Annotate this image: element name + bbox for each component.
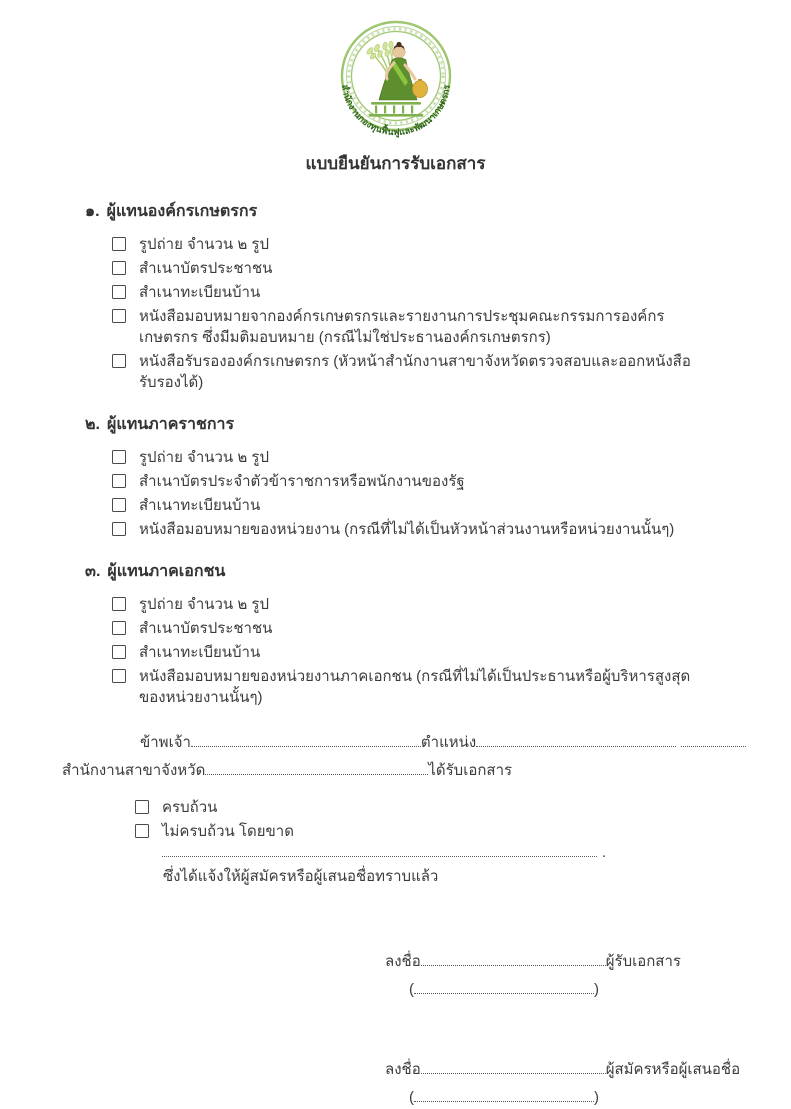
completeness-options: [135, 797, 791, 863]
incomplete-label-text: ไม่ครบถ้วน โดยขาด: [162, 823, 294, 840]
paren-close: ): [594, 1089, 599, 1106]
checklist-item: [112, 519, 791, 540]
signer-name-field[interactable]: [414, 980, 594, 994]
checklist-item-label: รูปถ่าย จำนวน ๒ รูป: [139, 236, 269, 253]
checkbox-org-certificate[interactable]: [112, 354, 126, 368]
checklist-item: [112, 495, 791, 516]
section-private: [85, 559, 791, 708]
receipt-statement: [0, 732, 791, 782]
checklist-item-label: หนังสือรับรององค์กรเกษตรกร (หัวหน้าสำนักงานสาขาจังหวัดตรวจสอบและออกหนังสือรับรองได้): [139, 353, 691, 391]
section-2-title: ผู้แทนภาคราชการ: [107, 416, 235, 433]
checklist-item: [112, 666, 791, 708]
section-farmer-org: [85, 199, 791, 393]
checklist-sections: [85, 199, 791, 708]
paren-open: (: [409, 981, 414, 998]
checklist-item: [112, 618, 791, 639]
checklist-item-label: หนังสือมอบหมายของหน่วยงานภาคเอกชน (กรณีที่ไม่ได้เป็นประธานหรือผู้บริหารสูงสุดของหน่วยงานนั้นๆ): [139, 668, 691, 706]
checkbox-photo[interactable]: [112, 450, 126, 464]
notified-note: ซึ่งได้แจ้งให้ผู้สมัครหรือผู้เสนอชื่อทราบแล้ว: [163, 868, 439, 885]
org-name-curved-text: สำนักงานกองทุนฟื้นฟูและพัฒนาเกษตรกร: [339, 83, 452, 138]
checklist-item: [112, 282, 791, 303]
checklist-item: [112, 447, 791, 468]
sign-label: ลงชื่อ: [385, 1061, 421, 1078]
declarant-line: [140, 732, 791, 754]
signature-field[interactable]: [421, 1060, 606, 1074]
checkbox-photo[interactable]: [112, 597, 126, 611]
incomplete-tail-dot: .: [602, 844, 607, 861]
missing-items-field[interactable]: [162, 843, 597, 857]
section-3-number: ๓.: [85, 563, 101, 580]
org-logo-emblem: [335, 18, 457, 142]
section-2-header: [85, 412, 791, 437]
checkbox-id-card-copy[interactable]: [112, 261, 126, 275]
checkbox-private-assignment-letter[interactable]: [112, 669, 126, 683]
checklist-item: [112, 351, 791, 393]
checklist-item: [112, 642, 791, 663]
section-1-title: ผู้แทนองค์กรเกษตรกร: [106, 203, 258, 220]
checklist-item: [112, 258, 791, 279]
checkbox-agency-assignment-letter[interactable]: [112, 522, 126, 536]
paren-open: (: [409, 1089, 414, 1106]
section-2-number: ๒.: [85, 416, 100, 433]
checkbox-assignment-letter[interactable]: [112, 309, 126, 323]
declarant-label: ข้าพเจ้า: [140, 734, 191, 751]
signature-line: [385, 1059, 791, 1081]
signature-block-receiver: [385, 951, 791, 1001]
section-3-title: ผู้แทนภาคเอกชน: [107, 563, 226, 580]
paren-close: ): [594, 981, 599, 998]
checklist-item-label: สำเนาบัตรประชาชน: [139, 260, 273, 277]
incomplete-option: [135, 821, 791, 863]
sign-label: ลงชื่อ: [385, 953, 421, 970]
received-documents-label: ได้รับเอกสาร: [428, 762, 513, 779]
checklist-item-label: สำเนาบัตรประจำตัวข้าราชการหรือพนักงานของรัฐ: [139, 473, 465, 490]
declarant-name-field[interactable]: [191, 733, 421, 747]
org-logo: [0, 0, 791, 146]
checklist-item-label: สำเนาบัตรประชาชน: [139, 620, 273, 637]
position-label: ตำแหน่ง: [420, 734, 477, 751]
checklist-item-label: สำเนาทะเบียนบ้าน: [139, 644, 261, 661]
signature-line: [385, 951, 791, 973]
checklist-item-label: หนังสือมอบหมายจากองค์กรเกษตรกรและรายงานการประชุมคณะกรรมการองค์กรเกษตรกร ซึ่งมีมติมอบหมาย (กรณีไม่ใช่ประธานองค์กรเกษตรกร): [139, 308, 665, 346]
checklist-item-label: รูปถ่าย จำนวน ๒ รูป: [139, 449, 269, 466]
position-field-extra[interactable]: [681, 733, 746, 747]
signer-name-field[interactable]: [414, 1088, 594, 1102]
bench-icon: [369, 102, 423, 117]
section-1-header: [85, 199, 791, 224]
checklist-item: [112, 234, 791, 255]
complete-option: [135, 797, 791, 818]
position-field[interactable]: [476, 733, 676, 747]
signature-field[interactable]: [421, 952, 606, 966]
section-1-number: ๑.: [85, 203, 100, 220]
signer-name-line: [409, 1087, 791, 1109]
checkbox-incomplete[interactable]: [135, 824, 149, 838]
complete-label: ครบถ้วน: [162, 799, 218, 816]
signer-role: ผู้รับเอกสาร: [605, 953, 681, 970]
checklist-item-label: สำเนาทะเบียนบ้าน: [139, 284, 261, 301]
checkbox-house-registration-copy[interactable]: [112, 285, 126, 299]
checkbox-complete[interactable]: [135, 800, 149, 814]
branch-office-label: สำนักงานสาขาจังหวัด: [62, 762, 206, 779]
checklist-item: [112, 471, 791, 492]
section-government: [85, 412, 791, 540]
signature-block-applicant: [385, 1059, 791, 1109]
checklist-item-label: หนังสือมอบหมายของหน่วยงาน (กรณีที่ไม่ได้เป็นหัวหน้าส่วนงานหรือหน่วยงานนั้นๆ): [139, 521, 675, 538]
section-3-header: [85, 559, 791, 584]
checklist-item: [112, 594, 791, 615]
page-title: แบบยืนยันการรับเอกสาร: [305, 154, 486, 173]
incomplete-label: [162, 821, 722, 863]
checklist-item: [112, 306, 791, 348]
checkbox-photo[interactable]: [112, 237, 126, 251]
checkbox-id-card-copy[interactable]: [112, 621, 126, 635]
signer-name-line: [409, 979, 791, 1001]
checkbox-house-registration-copy[interactable]: [112, 645, 126, 659]
rice-grains: [365, 41, 393, 60]
signer-role: ผู้สมัครหรือผู้เสนอชื่อ: [605, 1061, 741, 1078]
checkbox-official-id-copy[interactable]: [112, 474, 126, 488]
checklist-item-label: สำเนาทะเบียนบ้าน: [139, 497, 261, 514]
checklist-item-label: รูปถ่าย จำนวน ๒ รูป: [139, 596, 269, 613]
checkbox-house-registration-copy[interactable]: [112, 498, 126, 512]
province-field[interactable]: [205, 761, 428, 775]
branch-office-line: [62, 760, 791, 782]
